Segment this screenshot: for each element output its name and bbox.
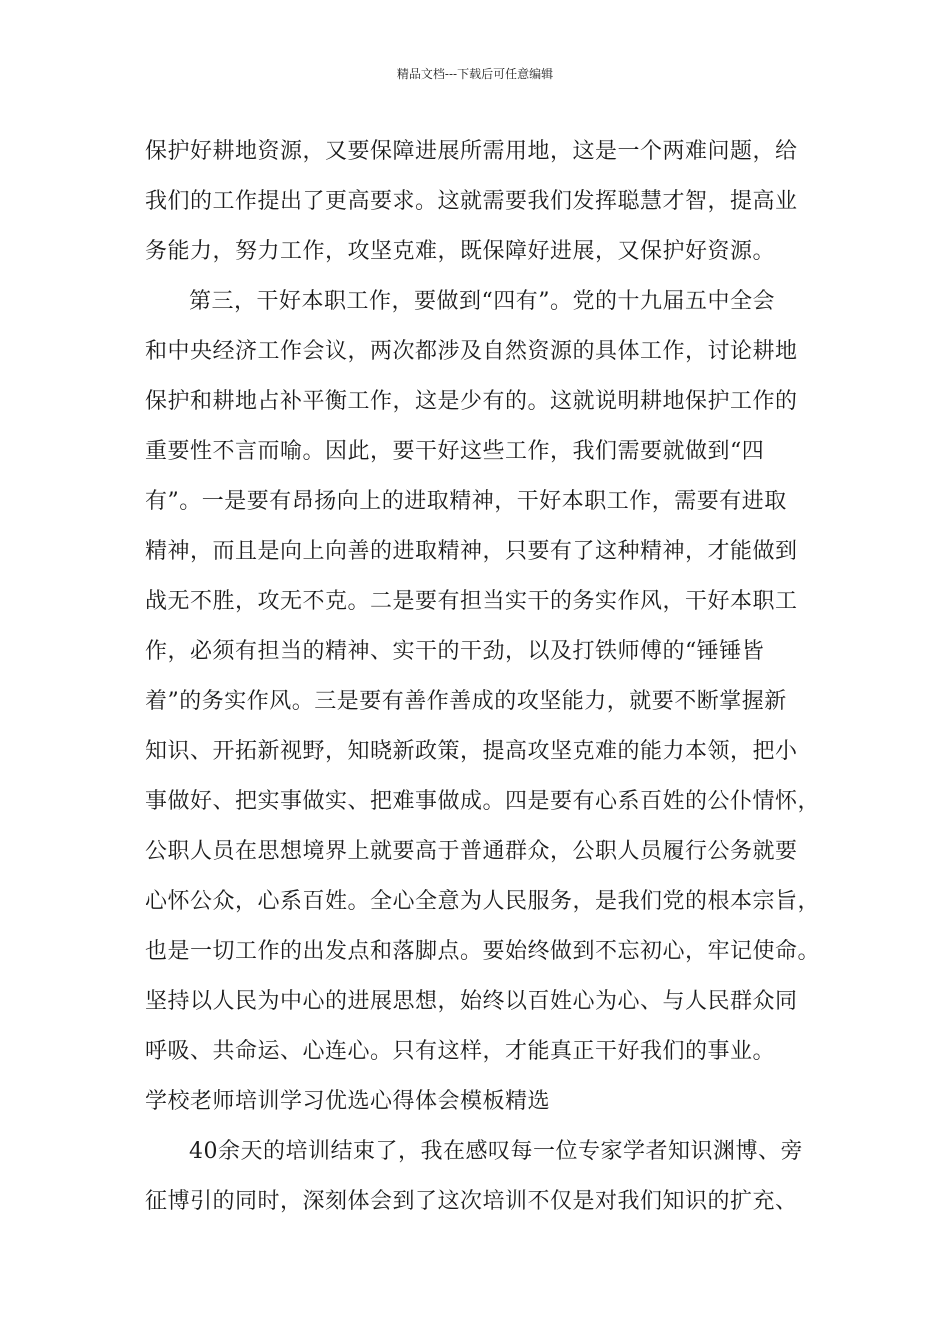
text-line: 40余天的培训结束了，我在感叹每一位专家学者知识渊博、旁 (189, 1139, 803, 1164)
text-line: 作，必须有担当的精神、实干的干劲，以及打铁师傅的“锤锤皆 (145, 639, 765, 664)
text-line: 保护好耕地资源，又要保障进展所需用地，这是一个两难问题，给 (145, 139, 798, 164)
text-line: 战无不胜，攻无不克。二是要有担当实干的务实作风，干好本职工 (145, 589, 798, 614)
text-line: 务能力，努力工作，攻坚克难，既保障好进展，又保护好资源。 (145, 239, 776, 264)
text-line: 有”。一是要有昂扬向上的进取精神，干好本职工作，需要有进取 (145, 489, 787, 514)
text-line: 呼吸、共命运、心连心。只有这样，才能真正干好我们的事业。 (145, 1039, 776, 1064)
text-line: 着”的务实作风。三是要有善作善成的攻坚能力，就要不断掌握新 (145, 689, 787, 714)
text-line: 征博引的同时，深刻体会到了这次培训不仅是对我们知识的扩充、 (145, 1189, 798, 1214)
text-line: 也是一切工作的出发点和落脚点。要始终做到不忘初心，牢记使命。 (145, 939, 821, 964)
text-line: 心怀公众，心系百姓。全心全意为人民服务，是我们党的根本宗旨， (145, 889, 821, 914)
text-line: 重要性不言而喻。因此，要干好这些工作，我们需要就做到“四 (145, 439, 765, 464)
text-line: 精神，而且是向上向善的进取精神，只要有了这种精神，才能做到 (145, 539, 798, 564)
text-line: 坚持以人民为中心的进展思想，始终以百姓心为心、与人民群众同 (145, 989, 798, 1014)
document-body (145, 130, 825, 1230)
section-title: 学校老师培训学习优选心得体会模板精选 (145, 1089, 551, 1114)
text-line: 和中央经济工作会议，两次都涉及自然资源的具体工作，讨论耕地 (145, 339, 798, 364)
text-line: 保护和耕地占补平衡工作，这是少有的。这就说明耕地保护工作的 (145, 389, 798, 414)
text-line: 知识、开拓新视野，知晓新政策，提高攻坚克难的能力本领，把小 (145, 739, 798, 764)
text-line: 第三，干好本职工作，要做到“四有”。党的十九届五中全会 (189, 289, 775, 314)
text-line: 事做好、把实事做实、把难事做成。四是要有心系百姓的公仆情怀， (145, 789, 821, 814)
page-header: 精品文档---下载后可任意编辑 (396, 67, 554, 81)
text-line: 我们的工作提出了更高要求。这就需要我们发挥聪慧才智，提高业 (145, 189, 798, 214)
text-line: 公职人员在思想境界上就要高于普通群众，公职人员履行公务就要 (145, 839, 798, 864)
